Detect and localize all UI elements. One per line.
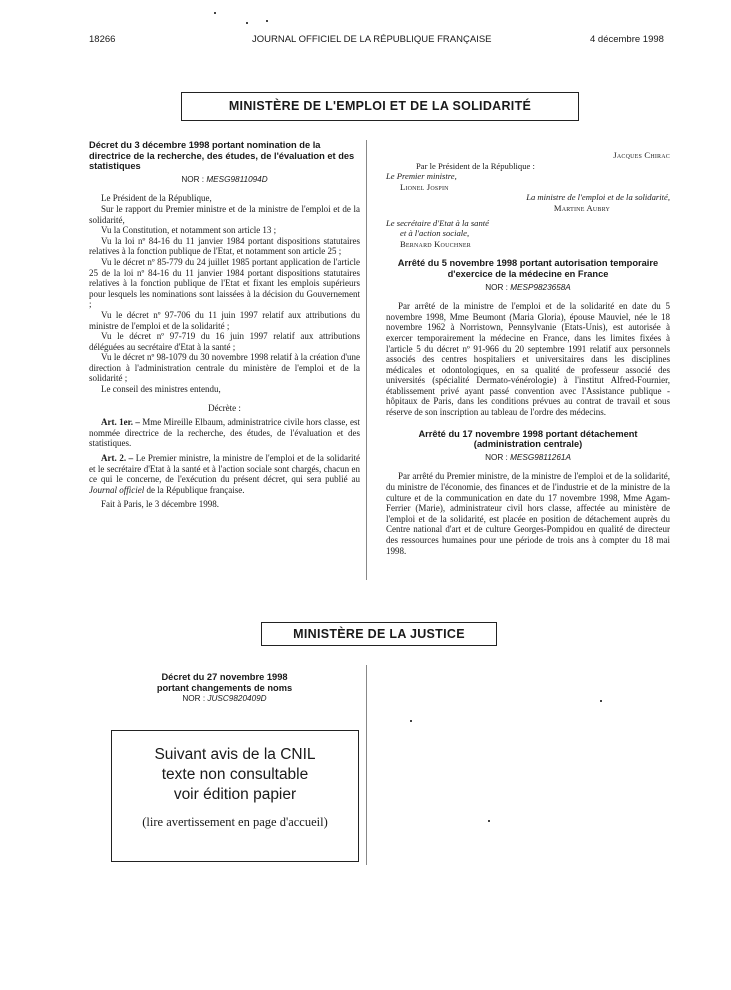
article-2-label: Art. 2. – — [101, 453, 134, 464]
decree-signoff: Fait à Paris, le 3 décembre 1998. — [101, 499, 219, 510]
nor-code: MESG9811094D — [206, 174, 268, 184]
arrete-medecine — [386, 258, 670, 417]
decrete-label: Décrète : — [208, 402, 241, 413]
decree-paragraph: Vu la loi nº 84-16 du 11 janvier 1984 portant dispositions statutaires relatives à la fonction publique de l'Etat, et notamment son article 25 ; — [89, 235, 360, 257]
decree-paragraph: Le Président de la République, — [101, 193, 212, 204]
section-heading-emploi: MINISTÈRE DE L'EMPLOI ET DE LA SOLIDARITÉ — [181, 92, 579, 121]
nor-label: NOR : — [485, 282, 508, 292]
decree-paragraph: Vu la Constitution, et notamment son article 13 ; — [101, 225, 277, 236]
decree-paragraph: Vu le décret nº 97-706 du 11 juin 1997 relatif aux attributions du ministre de l'emploi et de la solidarité ; — [89, 309, 360, 331]
right-column — [386, 150, 670, 556]
article-2 — [89, 453, 360, 495]
decree-paragraph: Sur le rapport du Premier ministre et de la ministre de l'emploi et de la solidarité, — [89, 203, 360, 225]
nor-label: NOR : — [181, 174, 205, 184]
nor-label: NOR : — [182, 694, 206, 704]
by-president: Par le Président de la République : — [416, 160, 535, 171]
decree-noms-title-2: portant changements de noms — [156, 682, 293, 693]
column-divider — [366, 665, 367, 865]
decree-paragraph: Vu le décret nº 85-779 du 24 juillet 1985 portant application de l'article 25 de la loi nº 84-16 du 11 janvier 1984 portant dispositions statutaires relatives à la fonction publique de l'Etat et fixant les emplois supérieurs pour lesquels les nominations sont laissées à la décision du Gouvernement ; — [89, 256, 360, 310]
scan-speck — [246, 22, 248, 24]
decree-paragraph: Vu le décret nº 98-1079 du 30 novembre 1998 relatif à la création d'une direction à l'administration centrale du ministère de l'emploi et de la solidarité ; — [89, 352, 360, 384]
scan-speck — [410, 720, 412, 722]
arrete-1-nor — [386, 283, 670, 294]
pm-name: Lionel Jospin — [400, 181, 449, 192]
arrete-2-text: Par arrêté du Premier ministre, de la ministre de l'emploi et de la solidarité, du ministre de l'économie, des finances et de l'industrie et de la ministre de la culture et de la communication en date du 17 novembre 1998, Mme Agam-Ferrier (Marie), administrateur civil hors classe, affectée au ministère de l'emploi et de la solidarité, est placée en position de détachement auprès du Centre national d'art et de culture Georges-Pompidou en qualité de directeur des ressources humaines pour une période de trois ans à compter du 18 mai 1998. — [386, 471, 670, 556]
article-1-text: Mme Mireille Elbaum, administratrice civile hors classe, est nommée directrice de la recherche, des études, de l'évaluation et des statistiques. — [89, 417, 361, 449]
decree-noms-nor — [89, 694, 360, 705]
article-2-journal: Journal officiel — [89, 484, 145, 495]
nor-label: NOR : — [485, 452, 508, 462]
cnil-line-2: texte non consultable — [161, 766, 309, 783]
pm-role: Le Premier ministre, — [386, 171, 457, 182]
arrete-detachement — [386, 429, 670, 557]
decree-paragraph: Vu le décret nº 97-719 du 16 juin 1997 relatif aux attributions déléguées au secrétaire d'Etat à la santé ; — [89, 331, 360, 352]
arrete-2-title: Arrêté du 17 novembre 1998 portant détachement (administration centrale) — [418, 428, 638, 450]
article-2-end: de la République française. — [144, 484, 245, 495]
cnil-notice-box — [111, 730, 359, 862]
section-heading-justice: MINISTÈRE DE LA JUSTICE — [261, 622, 497, 646]
secretary-name: Bernard Kouchner — [400, 238, 471, 249]
article-2-text: Le Premier ministre, la ministre de l'emploi et de la solidarité et le secrétaire d'Etat à la santé et à l'action sociale sont chargés, chacun en ce qui le concerne, de l'exécution du présent décret, qui sera publié au — [89, 453, 361, 485]
column-divider — [366, 140, 367, 580]
arrete-2-nor — [386, 453, 670, 464]
page-number: 18266 — [89, 34, 116, 45]
article-1-label: Art. 1er. – — [101, 417, 140, 428]
scan-speck — [600, 700, 602, 702]
minister-role: La ministre de l'emploi et de la solidarité, — [526, 192, 670, 203]
scan-speck — [488, 820, 490, 822]
scan-speck — [214, 12, 216, 14]
secretary-role-2: et à l'action sociale, — [400, 228, 470, 239]
decree-noms-title-1: Décret du 27 novembre 1998 — [161, 672, 288, 682]
journal-title: JOURNAL OFFICIEL DE LA RÉPUBLIQUE FRANÇAISE — [252, 34, 492, 45]
minister-name: Martine Aubry — [553, 202, 610, 213]
decree-nomination — [89, 140, 360, 510]
signature-block — [386, 150, 670, 249]
article-1 — [89, 417, 360, 449]
cnil-line-3: voir édition papier — [173, 786, 297, 803]
arrete-1-text: Par arrêté de la ministre de l'emploi et de la solidarité en date du 5 novembre 1998, Mme Beumont (Maria Gloria), épouse Mauviel, née le 18 novembre 1962 à Norristown, Pennsylvanie (Etats-Unis), est autorisée à exercer temporairement la médecine en France, dans les limites fixées à l'article 5 du décret nº 91-966 du 20 septembre 1991 relatif aux personnels associés des centres hospitaliers et universitaires dans les disciplines médicales et odontologiques, en sa qualité de professeur associé des universités (spécialité Dermato-vénérologie) à l'institut Alfred-Fournier, établissement privé ayant passé convention avec l'Assistance publique - hôpitaux de Paris, dans les conditions prévues au contrat de travail et sous réserve de son inscription au tableau de l'ordre des médecins. — [386, 301, 670, 418]
nor-code: MESG9811261A — [510, 452, 571, 462]
president-name: Jacques Chirac — [613, 150, 670, 160]
secretary-role: Le secrétaire d'Etat à la santé — [386, 217, 489, 228]
decree-noms — [89, 672, 360, 713]
issue-date: 4 décembre 1998 — [590, 34, 664, 45]
arrete-1-title: Arrêté du 5 novembre 1998 portant autorisation temporaire d'exercice de la médecine en France — [397, 258, 659, 279]
cnil-note: (lire avertissement en page d'accueil) — [142, 815, 328, 829]
scan-speck — [266, 20, 268, 22]
cnil-line-1: Suivant avis de la CNIL — [154, 746, 316, 763]
nor-code: MESP9823658A — [510, 282, 571, 292]
decree-title: Décret du 3 décembre 1998 portant nomination de la directrice de la recherche, des études, de l'évaluation et des statistiques — [89, 140, 355, 172]
nor-code: JUSC9820409D — [207, 694, 267, 704]
decree-nor — [89, 175, 360, 186]
decree-paragraph: Le conseil des ministres entendu, — [101, 384, 221, 395]
